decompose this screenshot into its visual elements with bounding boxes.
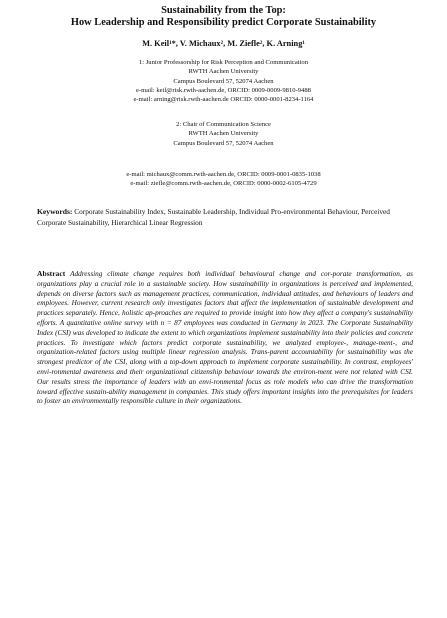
paper-title-line-2: How Leadership and Responsibility predict Corporate Sustainability [70,17,377,28]
abstract-section [37,269,413,407]
affiliation-2-line: Campus Boulevard 57, 52074 Aachen [173,139,274,147]
affiliation-2-line: RWTH Aachen University [188,130,259,138]
affiliation-2-emails [0,170,447,189]
affiliation-1-line: RWTH Aachen University [188,68,259,76]
affiliation-2-email: e-mail: michaux@comm.rwth-aachen.de, ORCID: 0009-0001-0835-1038 [126,171,321,178]
keywords-text: Corporate Sustainability Index, Sustainable Leadership, Individual Pro-environmental Behaviour, Perceived Corporate Sustainability, Hierarchical Linear Regression [37,207,390,227]
affiliation-1-email: e-mail: keil@risk.rwth-aachen.de, ORCID: 0009-0009-9810-9488 [136,86,311,94]
paper-title-line-1: Sustainability from the Top: [161,5,286,16]
affiliation-2 [0,120,447,148]
affiliation-1-line: 1: Junior Professorship for Risk Perception and Communication [138,59,309,66]
abstract-text: Addressing climate change requires both individual behavioural change and cor-porate transformation, as organizations play a crucial role in a sustainable society. How sustainability in organizations is perceived and implemented, depends on diverse factors such as management practices, communication, individual attitudes, and behaviours of leaders and employees. However, current research only investigates factors that affect the implementation of sustainable development and practices separately. Hence, holistic ap-proaches are required to provide insight into how they affect a company's sustainability efforts. A quantitative online survey with n = 87 employees was conducted in Germany in 2023. The Corporate Sustainability Index (CSI) was developed to indicate the extent to which organizations implement sustainability into their policies and concrete practices. To investigate which factors predict corporate sustainability, we analyzed employee-, manage-ment-, and organization-related factors using multiple linear regression analysis. Trans-parent accountability for sustainability was the strongest predictor of the CSI, along with a top-down approach to implement corporate sustainability. In contrast, employees' envi-ronmental awareness and their organizational citizenship behaviour towards the environ-ment were not related with CSI. Our results stress the importance of leaders with an envi-ronmental focus as role models who can drive the transformation toward effective sustain-ability management in companies. This study offers important insights into the prerequisites for leaders to foster an environmentally responsible culture in their organizations. [37,270,413,406]
affiliation-1 [0,58,447,104]
keywords-section [37,206,413,228]
affiliation-1-email: e-mail: arning@risk.rwth-aachen.de ORCID: 0000-0001-8234-1164 [133,96,314,104]
affiliation-1-line: Campus Boulevard 57, 52074 Aachen [173,77,274,85]
keywords-label: Keywords: [37,207,73,216]
affiliation-2-email: e-mail: ziefle@comm.rwth-aachen.de, ORCID: 0000-0002-6105-4729 [130,180,317,188]
affiliation-2-line: 2: Chair of Communication Science [176,121,271,128]
author-list: M. Keil¹*, V. Michaux², M. Ziefle², K. Arning¹ [142,39,305,48]
abstract-label: Abstract [37,269,66,278]
